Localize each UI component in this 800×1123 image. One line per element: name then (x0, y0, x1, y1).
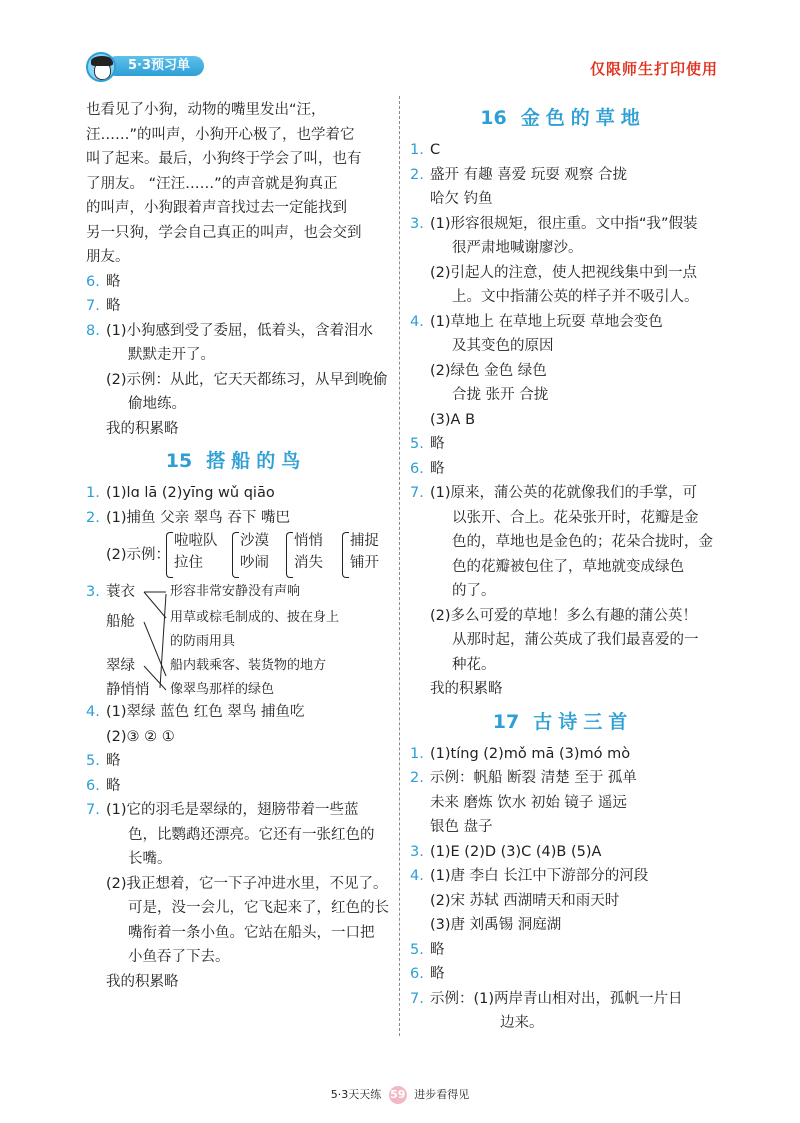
q17-6: 6. 略 (410, 966, 445, 982)
text-line: 了朋友。 “汪汪……”的声音就是狗真正 (86, 175, 338, 192)
q17-2: 2. 示例：帆船 断裂 清楚 至于 孤单 (410, 770, 637, 786)
text-line: 边来。 (500, 1015, 544, 1031)
accumulation-note: 我的积累略 (106, 420, 179, 437)
q15-2: 2. (1)捕鱼 父亲 翠鸟 吞下 嘴巴 (86, 509, 290, 526)
answer-7: 7. 略 (86, 298, 121, 314)
match-left-item: 船舱 (106, 614, 135, 630)
text-line: 嘴衔着一条小鱼。它站在船头，一口把 (128, 924, 375, 941)
text-line: (2)多么可爱的草地！多么有趣的蒲公英！ (430, 607, 698, 624)
section-17-title: 17 古诗三首 (492, 710, 634, 733)
match-right-item: 像翠鸟那样的绿色 (170, 682, 275, 697)
accumulation-note: 我的积累略 (106, 973, 179, 990)
match-right-item: 用草或棕毛制成的、披在身上 (170, 610, 340, 625)
text-line: 很严肃地喊谢廖沙。 (452, 240, 583, 256)
text-line: 种花。 (452, 656, 496, 673)
text-line: (2)绿色 金色 绿色 (430, 362, 547, 379)
right-column (410, 98, 716, 1036)
q15-5: 5. 略 (86, 753, 121, 769)
text-line: 汪……”的叫声，小狗开心极了，也学着它 (86, 126, 355, 143)
q17-1: 1. (1)tíng (2)mǒ mā (3)mó mò (410, 745, 631, 762)
q16-2: 2. 盛开 有趣 喜爱 玩耍 观察 合拢 (410, 166, 628, 183)
text-line: 以张开、合上。花朵张开时，花瓣是金 (452, 509, 699, 526)
q16-4: 4. (1)草地上 在草地上玩耍 草地会变色 (410, 313, 663, 330)
text-line: 从那时起，蒲公英成了我们最喜爱的一 (452, 632, 699, 648)
text-line: (2)③ ② ① (106, 728, 175, 745)
answer-6: 6. 略 (86, 273, 121, 290)
text-line: 另一只狗，学会自己真正的叫声，也会交到 (86, 224, 362, 241)
q17-7: 7. 示例：(1)两岸青山相对出，孤帆一片日 (410, 990, 683, 1007)
q16-3: 3. (1)形容很规矩，很庄重。文中指“我”假装 (410, 215, 698, 232)
text-line: 长嘴。 (128, 851, 172, 867)
left-column (86, 98, 389, 994)
matching-exercise (86, 580, 386, 700)
text-line: (2)宋 苏轼 西湖晴天和雨天时 (430, 892, 620, 909)
text-line: (2)我正想着，它一下子冲进水里，不见了。 (106, 875, 388, 892)
brace-group: 捕捉 铺开 (342, 530, 379, 574)
text-line: (2)引起人的注意，使人把视线集中到一点 (430, 264, 698, 281)
q16-5: 5. 略 (410, 436, 445, 452)
text-line: 及其变色的原因 (452, 338, 554, 354)
cartoon-avatar-icon (86, 52, 116, 82)
text-line: 小鱼吞了下去。 (128, 949, 230, 965)
q17-4: 4. (1)唐 李白 长江中下游部分的河段 (410, 868, 649, 884)
q15-1: 1. (1)lɑ lā (2)yīng wǔ qiāo (86, 485, 275, 501)
text-line: 可是，没一会儿，它飞起来了，红色的长 (128, 900, 389, 916)
answer-8: 8. (1)小狗感到受了委屈，低着头，含着泪水 (86, 322, 374, 339)
match-left-item: 静悄悄 (106, 682, 150, 698)
brace-groups: (2)示例： 啦啦队 拉住 沙漠 吵闹 悄悄 消失 捕捉 铺开 (86, 530, 386, 580)
text-line: 的叫声，小狗跟着声音找过去一定能找到 (86, 200, 347, 216)
brace-group: 啦啦队 拉住 (166, 530, 218, 574)
q15-4: 4. (1)翠绿 蓝色 红色 翠鸟 捕鱼吃 (86, 704, 305, 720)
text-line: 色的花瓣被包住了，草地就变成绿色 (452, 558, 684, 575)
section-15-title: 15 搭船的鸟 (165, 450, 307, 472)
text-line: 色，比鹦鹉还漂亮。它还有一张红色的 (128, 826, 375, 843)
page-number: 59 (389, 1086, 407, 1104)
footer-right: 进步看得见 (414, 1088, 470, 1101)
q17-3: 3. (1)E (2)D (3)C (4)B (5)A (410, 843, 602, 860)
match-left-item: 3. 蓑衣 (86, 584, 135, 600)
q15-6: 6. 略 (86, 777, 121, 794)
match-right-item: 的防雨用具 (170, 634, 236, 649)
brace-group: 悄悄 消失 (286, 530, 323, 574)
badge-label: 5·3预习单 (106, 56, 204, 76)
text-line: 朋友。 (86, 249, 130, 265)
q17-5: 5. 略 (410, 941, 445, 958)
footer-left: 5·3天天练 (330, 1088, 382, 1101)
text-line: (2)示例：从此，它天天都练习，从早到晚偷 (106, 371, 388, 388)
accumulation-note: 我的积累略 (430, 681, 503, 697)
text-line: 色的，草地也是金色的；花朵合拢时，金 (452, 534, 713, 550)
q16-6: 6. 略 (410, 460, 445, 477)
q16-7: 7. (1)原来，蒲公英的花就像我们的手掌，可 (410, 485, 698, 501)
text-line: 银色 盘子 (430, 819, 493, 835)
text-line: 未来 磨炼 饮水 初始 镜子 遥远 (430, 794, 628, 811)
page-footer (0, 1086, 800, 1104)
text-line: 偷地练。 (128, 396, 186, 412)
brace-group: 沙漠 吵闹 (232, 530, 269, 574)
match-left-item: 翠绿 (106, 658, 135, 674)
text-line: 哈欠 钓鱼 (430, 191, 493, 207)
text-line: (3)A B (430, 411, 476, 428)
text-line: 也看见了小狗，动物的嘴里发出“汪， (86, 102, 326, 118)
match-right-item: 形容非常安静没有声响 (170, 584, 301, 599)
text-line: 默默走开了。 (128, 347, 215, 363)
section-16-title: 16 金色的草地 (480, 107, 646, 129)
column-divider (399, 96, 400, 1036)
text-line: 合拢 张开 合拢 (452, 387, 549, 403)
match-right-item: 船内载乘客、装货物的地方 (170, 658, 327, 673)
q15-7: 7. (1)它的羽毛是翠绿的，翅膀带着一些蓝 (86, 802, 359, 818)
text-line: 上。文中指蒲公英的样子并不吸引人。 (452, 289, 699, 305)
q16-1: 1. C (410, 142, 441, 158)
text-line: 叫了起来。最后，小狗终于学会了叫，也有 (86, 151, 362, 167)
print-notice: 仅限师生打印使用 (589, 60, 718, 78)
text-line: 的了。 (452, 583, 496, 599)
text-line: (3)唐 刘禹锡 洞庭湖 (430, 917, 562, 933)
